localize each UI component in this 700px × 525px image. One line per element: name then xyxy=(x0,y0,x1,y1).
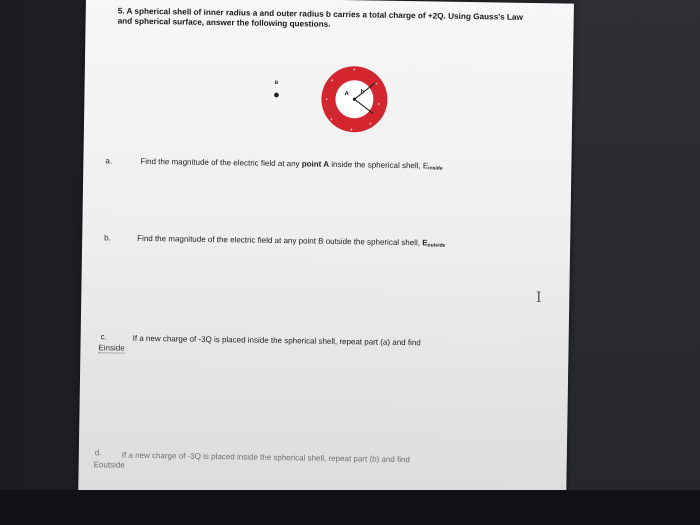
question-a-emphasis: point A xyxy=(301,159,330,169)
point-a-label: A xyxy=(344,91,349,98)
question-d-text: If a new charge of -3Q is placed inside the spherical shell, repeat part (b) and find xyxy=(121,450,410,465)
question-title: 5. A spherical shell of inner radius a and outer radius b carries a total charge of +2Q. Using Gauss's Law and spherical surface, answer the following questions. xyxy=(117,6,523,29)
question-a-text-end: inside the spherical shell, E xyxy=(329,159,429,171)
question-c-answer-label[interactable]: Einside xyxy=(98,343,125,353)
question-a-text xyxy=(140,157,442,172)
question-c-text: If a new charge of -3Q is placed inside the spherical shell, repeat part (a) and find xyxy=(132,333,421,348)
svg-text:+: + xyxy=(330,77,334,84)
point-b-label: B xyxy=(274,79,279,87)
svg-text:+: + xyxy=(374,81,378,88)
svg-text:+: + xyxy=(349,127,353,134)
question-b-text xyxy=(137,234,445,249)
question-a-subscript: inside xyxy=(428,165,443,172)
question-b-subscript: outside xyxy=(427,242,446,249)
svg-text:+: + xyxy=(325,96,329,103)
question-c-label: c. xyxy=(100,332,107,342)
question-b-label: b. xyxy=(104,233,111,243)
screen-bottom-bezel xyxy=(0,490,700,525)
svg-text:+: + xyxy=(330,116,334,123)
question-a-text-start: Find the magnitude of the electric field at any xyxy=(140,156,302,169)
question-d-label: d. xyxy=(94,448,102,458)
radius-b-label: b xyxy=(360,89,365,96)
svg-text:+: + xyxy=(368,121,372,128)
radius-a-label: a xyxy=(359,109,363,116)
text-cursor-icon: I xyxy=(536,290,542,306)
spherical-shell-diagram xyxy=(254,54,381,146)
svg-text:+: + xyxy=(377,101,381,108)
question-b-text-start: Find the magnitude of the electric field at any point B outside the spherical shell, xyxy=(137,233,423,248)
point-b-marker xyxy=(274,93,279,98)
question-d-answer-label[interactable]: Eoutside xyxy=(93,460,125,470)
document-page[interactable] xyxy=(78,0,574,504)
svg-text:+: + xyxy=(352,67,356,74)
desktop-background xyxy=(574,0,700,495)
question-a-label: a. xyxy=(105,156,113,166)
question-b-emphasis: E xyxy=(422,238,428,248)
